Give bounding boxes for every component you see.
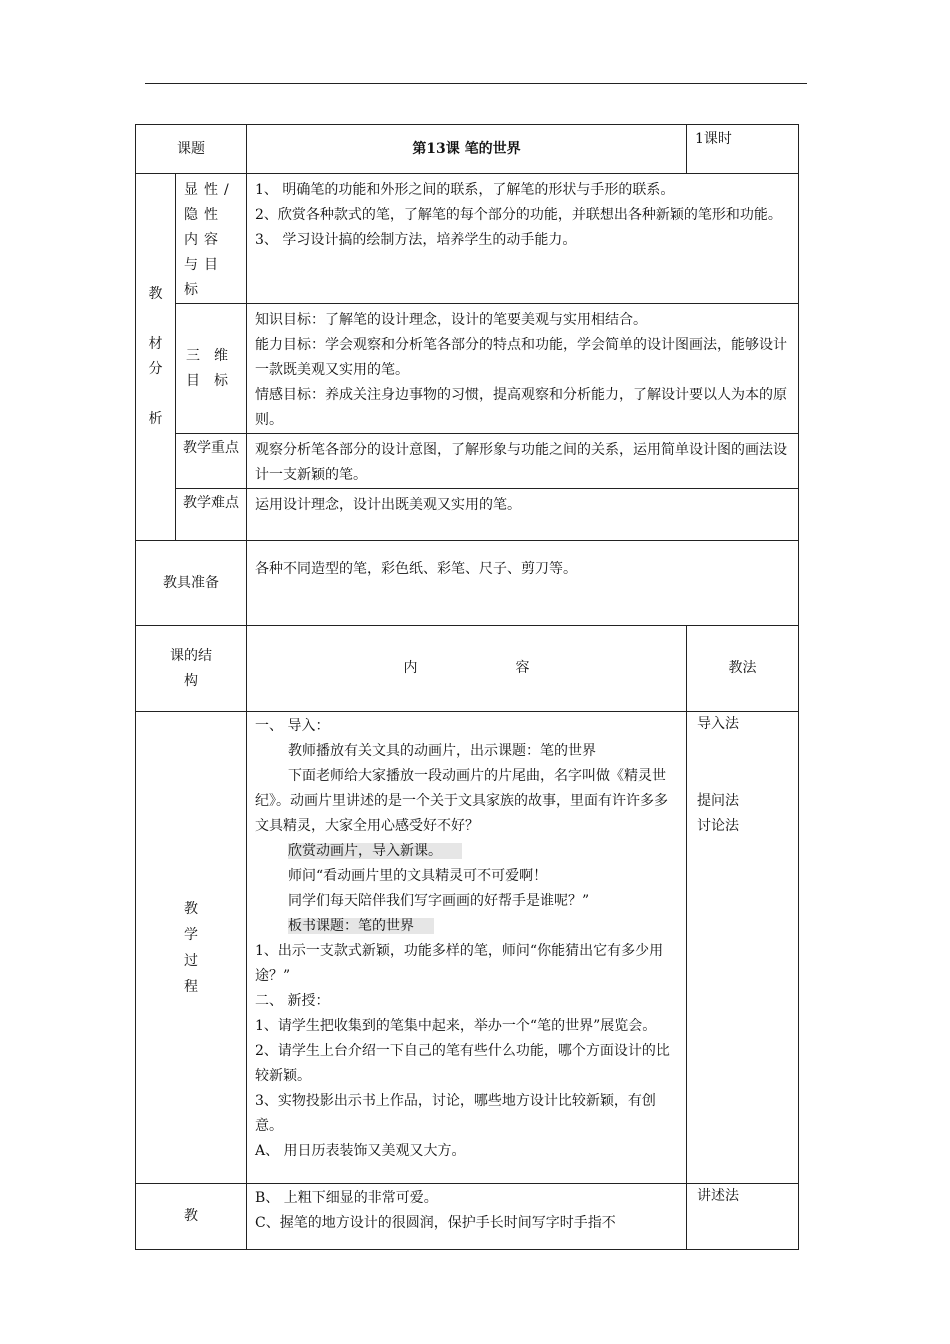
three-d-row (136, 304, 799, 434)
key-point-row (136, 434, 799, 489)
continuation-content: B、 上粗下细显的非常可爱。 C、握笔的地方设计的很圆润，保护手长时间写字时手指不 (247, 1184, 687, 1250)
course-title: 第13课 笔的世界 (247, 125, 687, 174)
explicit-row (136, 174, 799, 304)
continuation-row (136, 1184, 799, 1250)
key-point-label: 教学重点 (176, 434, 247, 489)
header-rule (145, 83, 807, 84)
tools-row (136, 541, 799, 626)
method-header: 教法 (687, 626, 799, 712)
lesson-plan-table (135, 124, 799, 1250)
process-content: 一、 导入： 教师播放有关文具的动画片，出示课题：笔的世界 下面老师给大家播放一段动画片的片尾曲，名字叫做《精灵世纪》。动画片里讲述的是一个关于文具家族的故事，里面有许许多多文具精灵，大家全用心感受好不好？ 欣赏动画片，导入新课。 师问“看动画片里的文具精灵可不可爱啊！ 同学们每天陪伴我们写字画画的好帮手是谁呢？” 板书课题：笔的世界 1、出示一支款式新颖，功能多样的笔，师问“你能猜出它有多少用途？” 二、 新授： 1、请学生把收集到的笔集中起来，举办一个“笔的世界”展览会。 2、请学生上台介绍一下自己的笔有些什么功能，哪个方面设计的比较新颖。 3、实物投影出示书上作品，讨论，哪些地方设计比较新颖，有创意。 A、 用日历表装饰又美观又大方。 (247, 712, 687, 1184)
tools-content: 各种不同造型的笔，彩色纸、彩笔、尺子、剪刀等。 (247, 541, 799, 626)
course-row (136, 125, 799, 174)
three-d-label: 三维目标 (176, 304, 247, 434)
process-label: 教 学 过 程 (136, 712, 247, 1184)
continuation-method: 讲述法 (687, 1184, 799, 1250)
continuation-label: 教 (136, 1184, 247, 1250)
course-hours: 1课时 (687, 125, 799, 174)
difficult-point-row (136, 489, 799, 541)
structure-label: 课的结构 (136, 626, 247, 712)
highlight-board-title: 板书课题：笔的世界 (288, 918, 434, 934)
explicit-content: 1、 明确笔的功能和外形之间的联系，了解笔的形状与手形的联系。 2、欣赏各种款式的笔，了解笔的每个部分的功能，并联想出各种新颖的笔形和功能。 3、 学习设计搞的绘制方法，培养学生的动手能力。 (247, 174, 799, 304)
three-d-content: 知识目标：了解笔的设计理念，设计的笔要美观与实用相结合。 能力目标：学会观察和分析笔各部分的特点和功能，学会简单的设计图画法，能够设计一款既美观又实用的笔。 情感目标：养成关注身边事物的习惯，提高观察和分析能力，了解设计要以人为本的原则。 (247, 304, 799, 434)
difficult-point-content: 运用设计理念，设计出既美观又实用的笔。 (247, 489, 799, 541)
explicit-label: 显性/隐性内容与目标 (176, 174, 247, 304)
course-label: 课题 (136, 125, 247, 174)
structure-row (136, 626, 799, 712)
highlight-intro: 欣赏动画片，导入新课。 (288, 843, 462, 859)
process-row (136, 712, 799, 1184)
material-analysis-label: 教 材 分 析 (136, 174, 176, 541)
difficult-point-label: 教学难点 (176, 489, 247, 541)
key-point-content: 观察分析笔各部分的设计意图，了解形象与功能之间的关系，运用简单设计图的画法设计一支新颖的笔。 (247, 434, 799, 489)
process-methods: 导入法 提问法 讨论法 (687, 712, 799, 1184)
tools-label: 教具准备 (136, 541, 247, 626)
content-header: 内容 (247, 626, 687, 712)
